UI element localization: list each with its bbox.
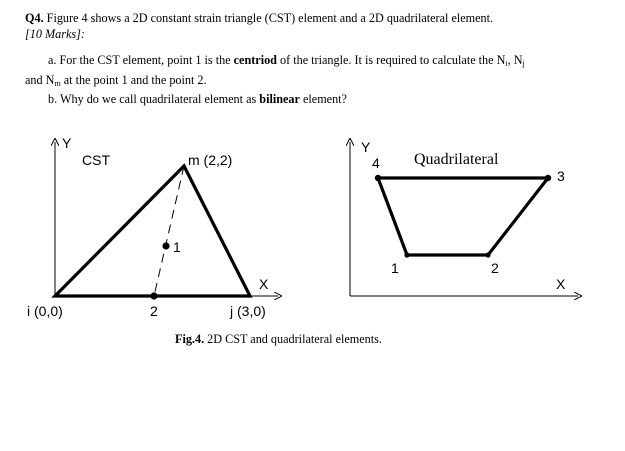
- part-b-text-before: Why do we call quadrilateral element as: [59, 92, 257, 106]
- cst-x-axis-label: X: [259, 276, 269, 292]
- quad-node-2-label: 2: [491, 260, 499, 276]
- quad-y-axis-label: Y: [361, 139, 371, 155]
- part-a-line2-start: and N: [25, 73, 55, 87]
- quad-node-2-dot: [485, 252, 490, 257]
- cst-node-j-label: j (3,0): [230, 303, 266, 319]
- part-a-sub-i: i: [505, 59, 508, 68]
- part-b-text-after: element?: [302, 92, 347, 106]
- cst-point-2-dot: [150, 292, 157, 299]
- question-intro-text: Figure 4 shows a 2D constant strain triangle (CST) element and a 2D quadrilateral element.: [46, 11, 494, 25]
- part-a-text-after: of the triangle. It is required to calculate the N: [280, 53, 506, 67]
- cst-median-dashed: [154, 166, 184, 296]
- part-a-text-before: For the CST element, point 1 is the: [59, 53, 231, 67]
- part-a-comma: , N: [507, 53, 523, 67]
- part-a-emphasis: centriod: [233, 53, 277, 67]
- cst-triangle: [55, 166, 250, 296]
- caption-text: 2D CST and quadrilateral elements.: [207, 332, 382, 346]
- quad-node-1-dot: [404, 252, 409, 257]
- figure-caption: [175, 332, 382, 347]
- cst-node-m-label: m (2,2): [188, 152, 233, 168]
- cst-point-2-label: 2: [150, 303, 158, 319]
- quad-diagram: [350, 139, 578, 296]
- part-b-label: b.: [48, 92, 58, 106]
- cst-title: CST: [82, 152, 110, 168]
- cst-point-1-label: 1: [173, 239, 181, 255]
- question-marks: [10 Marks]:: [25, 27, 85, 41]
- part-a-sub-m: m: [54, 79, 61, 88]
- caption-label: Fig.4.: [175, 332, 205, 346]
- part-a-line2-end: at the point 1 and the point 2.: [63, 73, 207, 87]
- cst-diagram: [27, 135, 278, 319]
- quad-node-3-dot: [545, 175, 551, 181]
- cst-y-axis-label: Y: [62, 135, 72, 151]
- cst-point-1-dot: [162, 242, 169, 249]
- quad-shape: [378, 178, 548, 255]
- part-a-label: a.: [48, 53, 57, 67]
- quad-node-1-label: 1: [391, 260, 399, 276]
- part-b-emphasis: bilinear: [259, 92, 300, 106]
- cst-node-i-label: i (0,0): [27, 303, 63, 319]
- quad-title: Quadrilateral: [414, 151, 499, 168]
- quad-node-4-label: 4: [372, 155, 380, 171]
- quad-node-3-label: 3: [557, 168, 565, 184]
- quad-x-axis-label: X: [556, 276, 566, 292]
- part-a-sub-j: j: [522, 59, 525, 68]
- question-number: Q4.: [25, 11, 44, 25]
- quad-node-4-dot: [375, 175, 381, 181]
